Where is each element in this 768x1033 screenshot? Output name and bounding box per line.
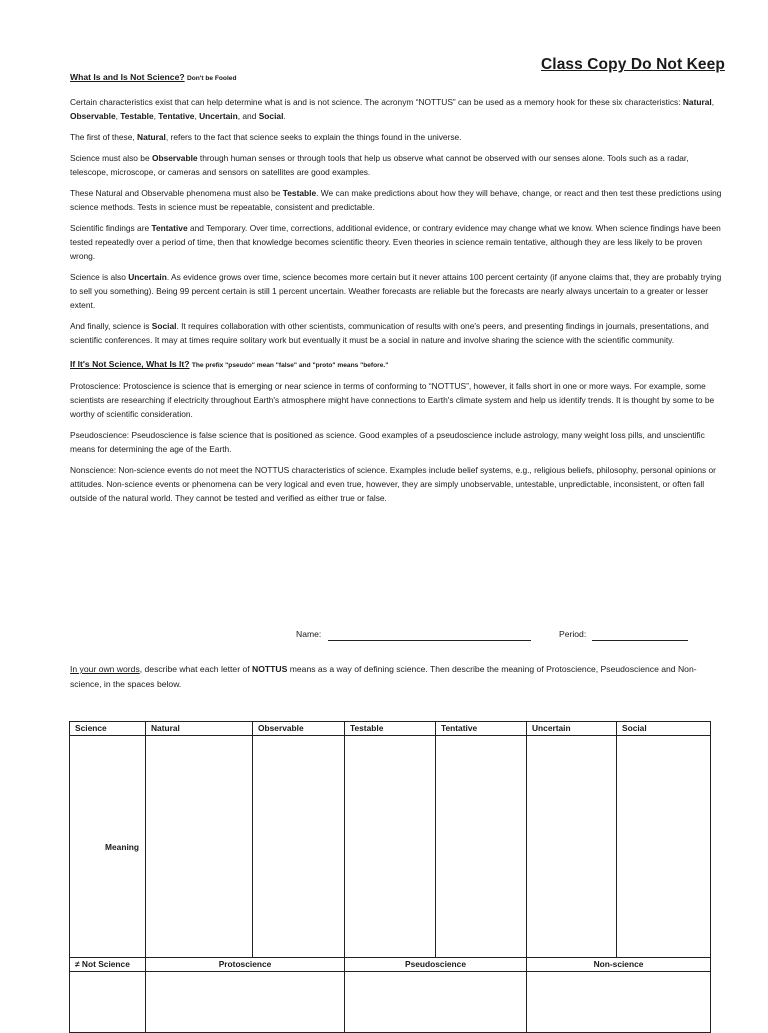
meaning-label: Meaning xyxy=(70,736,146,958)
cell-protoscience-answer[interactable] xyxy=(146,972,345,1033)
table-row xyxy=(70,736,711,958)
section-heading-what-is-science: What Is and Is Not Science? Don't be Fooled xyxy=(70,72,237,82)
paragraph-natural: The first of these, Natural, refers to the fact that science seeks to explain the things found in the universe. xyxy=(70,132,462,142)
nottus-table xyxy=(69,721,711,1033)
paragraph-social: And finally, science is Social. It requires collaboration with other scientists, communication of results with one's peers, and presenting findings in journals, presentations, and scientific conferences. It may at times require solitary work but eventually it must be a social in nature and involve sharing the science with the scientific community. xyxy=(70,321,709,345)
table-row xyxy=(70,972,711,1033)
paragraph-nottus-intro: Certain characteristics exist that can help determine what is and is not science. The acronym “NOTTUS” can be used as a memory hook for these six characteristics: Natural, Observable, Testable, Tentative, Uncertain, and Social. xyxy=(70,97,715,121)
header-testable: Testable xyxy=(345,722,436,736)
header-social: Social xyxy=(617,722,711,736)
header-natural: Natural xyxy=(146,722,253,736)
table-header-row-2 xyxy=(70,958,711,972)
cell-observable-answer[interactable] xyxy=(253,736,345,958)
table-header-row xyxy=(70,722,711,736)
instructions: In your own words, describe what each letter of NOTTUS means as a way of defining science. Then describe the meaning of Protoscience, Pseudoscience and Non-science, in the spaces below. xyxy=(70,664,697,689)
paragraph-observable: Science must also be Observable through human senses or through tools that help us observe what cannot be observed with our senses alone. Tools such as a radar, telescope, microscope, or cameras and sensors on satellites are good examples. xyxy=(70,153,689,177)
cell-natural-answer[interactable] xyxy=(146,736,253,958)
cell-social-answer[interactable] xyxy=(617,736,711,958)
header-science: Science xyxy=(70,722,146,736)
document-body xyxy=(70,70,728,512)
paragraph-uncertain: Science is also Uncertain. As evidence grows over time, science becomes more certain but it never attains 100 percent certainty (if anyone claims that, they are probably trying to sell you something). Being 99 percent certain is still 1 percent uncertain. Weather forecasts are reliable but the forecasts are nearly always uncertain to a greater or lesser extent. xyxy=(70,272,722,310)
paragraph-nonscience: Nonscience: Non-science events do not meet the NOTTUS characteristics of science. Examples include belief systems, e.g., religious beliefs, philosophy, personal opinions or attitudes. Non-science events or phenomena can be very logical and even true, however, they are simply unobservable, untestable, unpredictable, inconsistent, or often fall outside of the natural world. They cannot be tested and verified as either true or false. xyxy=(70,465,716,503)
name-label: Name: xyxy=(296,629,322,639)
header-nonscience: Non-science xyxy=(527,958,711,972)
header-pseudoscience: Pseudoscience xyxy=(345,958,527,972)
cell-tentative-answer[interactable] xyxy=(436,736,527,958)
header-protoscience: Protoscience xyxy=(146,958,345,972)
section-heading-not-science: If It's Not Science, What Is It? The prefix "pseudo" mean "false" and "proto" means "before." xyxy=(70,359,389,369)
name-blank-line[interactable] xyxy=(328,640,531,641)
cell-nonscience-answer[interactable] xyxy=(527,972,711,1033)
cell-testable-answer[interactable] xyxy=(345,736,436,958)
period-label: Period: xyxy=(559,629,587,639)
cell-uncertain-answer[interactable] xyxy=(527,736,617,958)
header-not-science: ≠ Not Science xyxy=(70,958,146,972)
paragraph-testable: These Natural and Observable phenomena must also be Testable. We can make predictions about how they will behave, change, or react and then test these predictions using science methods. Tests in science must be repeatable, consistent and predictable. xyxy=(70,188,722,212)
header-tentative: Tentative xyxy=(436,722,527,736)
paragraph-protoscience: Protoscience: Protoscience is science that is emerging or near science in terms of conforming to “NOTTUS”, however, it falls short in one or more ways. For example, some scientists are researching if electricity throughout Earth's atmosphere might have connections to Earth's climate system and help us identify trends. It is thought by some to be worthy of scientific consideration. xyxy=(70,381,715,419)
header-uncertain: Uncertain xyxy=(527,722,617,736)
paragraph-tentative: Scientific findings are Tentative and Temporary. Over time, corrections, additional evidence, or contrary evidence may change what we know. When science findings have been tested repeatedly over a period of time, then that knowledge becomes scientific theory. Even theories in science remain tentative, although they are less likely to be proven wrong. xyxy=(70,223,721,261)
header-observable: Observable xyxy=(253,722,345,736)
paragraph-pseudoscience: Pseudoscience: Pseudoscience is false science that is positioned as science. Good examples of a pseudoscience include astrology, many weight loss pills, and unscientific means for determining the age of the Earth. xyxy=(70,430,705,454)
cell-not-science-label xyxy=(70,972,146,1033)
page-title: Class Copy Do Not Keep xyxy=(541,56,725,73)
period-blank-line[interactable] xyxy=(592,640,688,641)
cell-pseudoscience-answer[interactable] xyxy=(345,972,527,1033)
